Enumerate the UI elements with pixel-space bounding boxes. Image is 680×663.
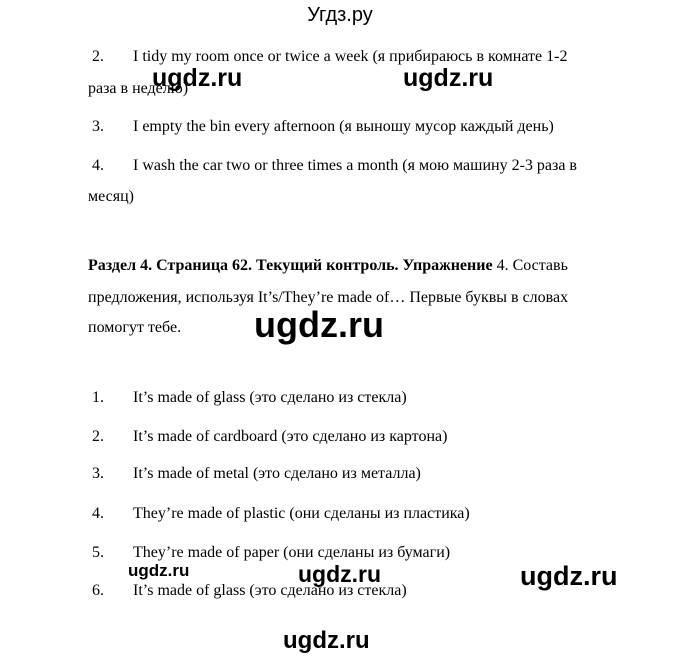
list-item-text-continued: раза в неделю): [88, 80, 189, 97]
section-text-line: помогут тебе.: [88, 319, 182, 336]
list-item-text-continued: месяц): [88, 188, 134, 205]
watermark: ugdz.ru: [254, 304, 384, 345]
answer-text: It’s made of glass (это сделано из стекла): [133, 389, 407, 406]
watermark: ugdz.ru: [128, 561, 190, 580]
answer-text: It’s made of cardboard (это сделано из картона): [133, 428, 448, 445]
answer-text: It’s made of metal (это сделано из металла): [133, 465, 421, 482]
watermark: ugdz.ru: [298, 561, 382, 587]
watermark: ugdz.ru: [283, 627, 370, 654]
answer-number: 5.: [92, 544, 104, 561]
section-text-line: предложения, используя It’s/They’re made of… Первые буквы в словах: [88, 289, 569, 306]
watermark: ugdz.ru: [520, 561, 618, 591]
answer-number: 4.: [92, 505, 104, 522]
answer-text: They’re made of paper (они сделаны из бумаги): [133, 544, 451, 561]
list-item-text: I tidy my room once or twice a week (я прибираюсь в комнате 1-2: [133, 48, 568, 65]
list-item-number: 2.: [92, 48, 104, 65]
answer-number: 2.: [92, 428, 104, 445]
list-item-number: 4.: [92, 157, 104, 174]
answer-number: 6.: [92, 582, 104, 599]
section-heading-bold: Раздел 4. Страница 62. Текущий контроль. Упражнение: [88, 257, 493, 274]
answer-number: 1.: [92, 389, 104, 406]
answer-text: It’s made of glass (это сделано из стекла): [133, 582, 407, 599]
list-item-number: 3.: [92, 118, 104, 135]
answer-text: They’re made of plastic (они сделаны из пластика): [133, 505, 470, 522]
section-heading-rest: 4. Составь: [492, 257, 568, 274]
section-heading: [88, 257, 568, 275]
answer-number: 3.: [92, 465, 104, 482]
list-item-text: I empty the bin every afternoon (я выношу мусор каждый день): [133, 118, 554, 135]
list-item-text: I wash the car two or three times a month (я мою машину 2-3 раза в: [133, 157, 577, 174]
page-title: Угдз.ру: [307, 4, 373, 26]
watermark: ugdz.ru: [152, 64, 243, 92]
watermark: ugdz.ru: [403, 64, 494, 92]
